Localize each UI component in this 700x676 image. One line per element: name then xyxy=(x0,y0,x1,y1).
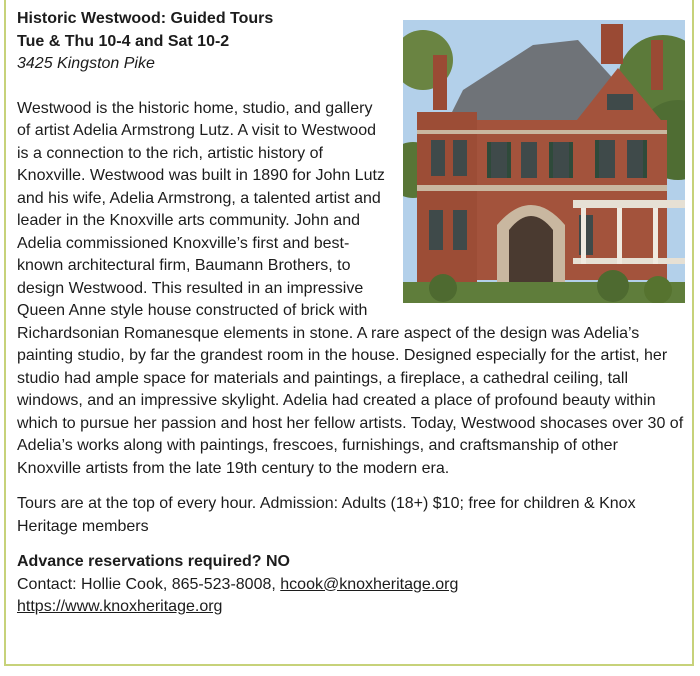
event-address: 3425 Kingston Pike xyxy=(17,55,155,72)
website-line xyxy=(17,596,685,619)
email-link[interactable]: hcook@knoxheritage.org xyxy=(280,575,459,593)
westwood-house-photo xyxy=(403,20,685,303)
contact-prefix: Contact: Hollie Cook, 865-523-8008, xyxy=(17,575,281,593)
event-title: Historic Westwood: Guided Tours xyxy=(17,10,274,27)
event-description: Westwood is the historic home, studio, and gallery of artist Adelia Armstrong Lutz. A visit to Westwood is a connection to the rich, artistic history of Knoxville. Westwood was built in 1890 for John Lutz and his wife, Adelia Armstrong, a talented artist and leader in the Knoxville arts community. John and Adelia commissioned Knoxville’s first and best-known architectural firm, Baumann Brothers, to design Westwood. This resulted in an impressive Queen Anne style house constructed of brick with Richardsonian Romanesque elements in stone. A rare aspect of the design was Adelia’s painting studio, by far the grandest room in the house. Designed especially for the artist, her studio had ample space for materials and paintings, a fireplace, a cathedral ceiling, tall windows, and an impressive skylight. Adelia had created a place of profound beauty within which to pursue her passion and host her fellow artists. Today, Westwood shocases over 30 of Adelia’s works along with paintings, frescoes, furnishings, and craftsmanship of other Knoxville artists from the late 19th century to the modern era. xyxy=(17,99,684,477)
contact-line xyxy=(17,574,685,597)
reservations-required: Advance reservations required? NO xyxy=(17,553,290,570)
tours-info: Tours are at the top of every hour. Admission: Adults (18+) $10; free for children & Knox Heritage members xyxy=(17,495,636,535)
event-listing xyxy=(17,8,685,619)
website-link[interactable]: https://www.knoxheritage.org xyxy=(17,598,223,615)
event-hours: Tue & Thu 10-4 and Sat 10-2 xyxy=(17,32,230,50)
